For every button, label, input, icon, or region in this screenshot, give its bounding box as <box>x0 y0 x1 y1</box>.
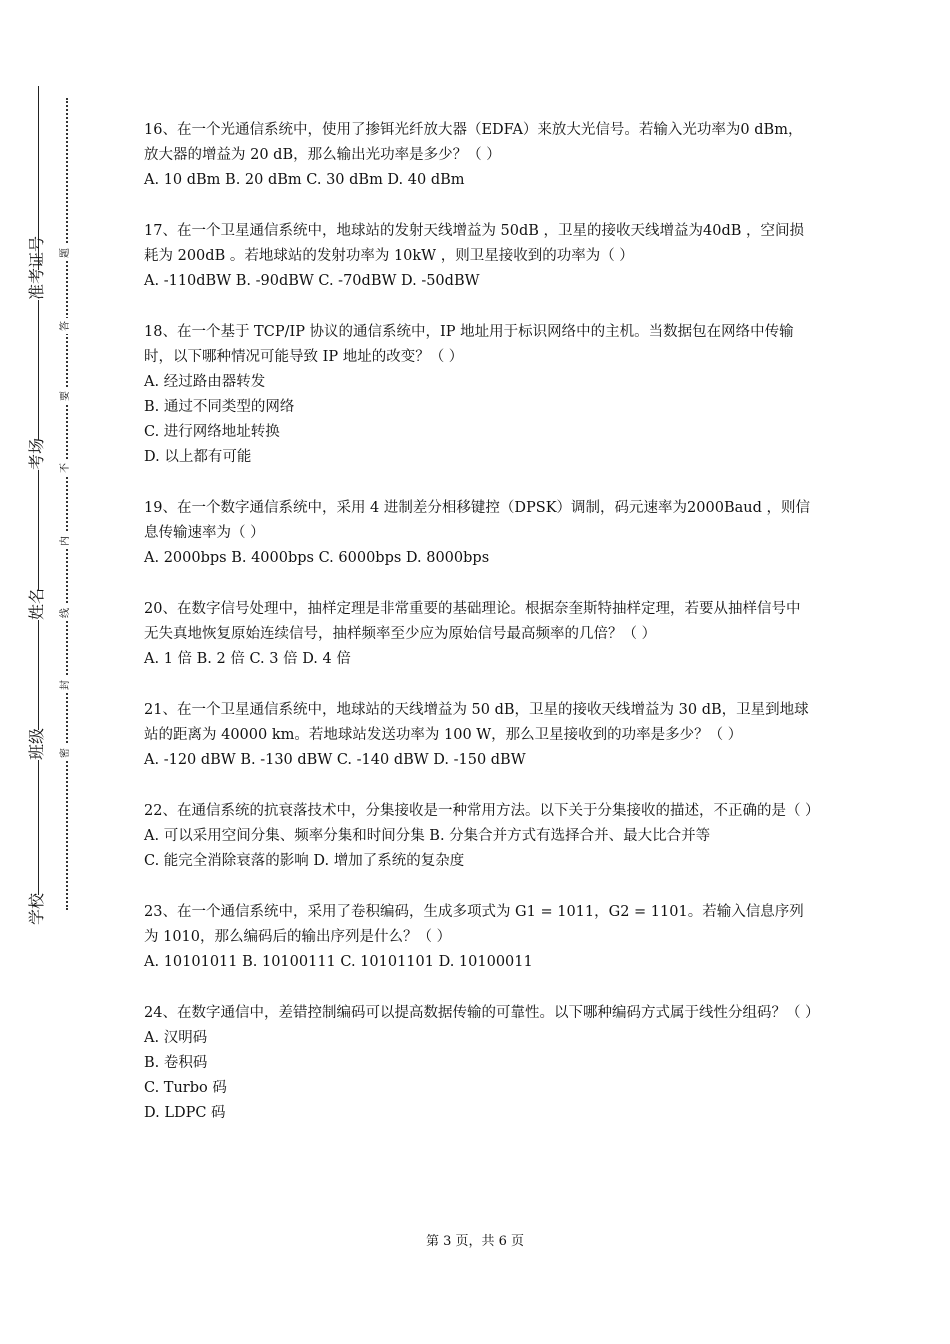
question-21 <box>144 698 814 773</box>
binding-margin <box>0 0 110 1344</box>
question-options: A. 10 dBm B. 20 dBm C. 30 dBm D. 40 dBm <box>144 172 465 188</box>
question-options: A. 2000bps B. 4000bps C. 6000bps D. 8000bps <box>144 550 490 566</box>
question-19 <box>144 496 814 571</box>
option-d: D. 以上都有可能 <box>144 449 252 465</box>
binding-solid-line <box>38 86 39 921</box>
seal-char: 答 <box>58 318 74 334</box>
option-b: B. 卷积码 <box>144 1055 208 1071</box>
question-23 <box>144 900 814 975</box>
question-list <box>144 118 820 1152</box>
question-stem: 22、在通信系统的抗衰落技术中，分集接收是一种常用方法。以下关于分集接收的描述，不正确的是（ ） <box>144 803 820 819</box>
question-22 <box>144 799 820 874</box>
option-c: C. Turbo 码 <box>144 1080 227 1096</box>
option-ab: A. 可以采用空间分集、频率分集和时间分集 B. 分集合并方式有选择合并、最大比合并等 <box>144 828 711 844</box>
question-stem: 23、在一个通信系统中，采用了卷积编码，生成多项式为 G1 = 1011，G2 = 1101。若输入信息序列为 1010，那么编码后的输出序列是什么？（ ） <box>144 904 804 945</box>
option-c: C. 进行网络地址转换 <box>144 424 280 440</box>
option-d: D. LDPC 码 <box>144 1105 226 1121</box>
question-24 <box>144 1001 820 1126</box>
seal-char: 封 <box>58 677 74 693</box>
question-options: A. 10101011 B. 10100111 C. 10101101 D. 10100011 <box>144 954 533 970</box>
seal-char: 要 <box>58 388 74 404</box>
option-a: A. 汉明码 <box>144 1030 208 1046</box>
question-18 <box>144 320 814 470</box>
seal-dotted-line <box>66 98 68 910</box>
question-16 <box>144 118 814 193</box>
question-stem: 21、在一个卫星通信系统中，地球站的天线增益为 50 dB，卫星的接收天线增益为 30 dB，卫星到地球站的距离为 40000 km。若地球站发送功率为 100 W，那么卫星接收到的功率是多少？（ ） <box>144 702 809 743</box>
school-label: 学校 <box>22 895 52 925</box>
question-17 <box>144 219 814 294</box>
question-options: A. -120 dBW B. -130 dBW C. -140 dBW D. -150 dBW <box>144 752 526 768</box>
seal-char: 密 <box>58 745 74 761</box>
question-stem: 18、在一个基于 TCP/IP 协议的通信系统中，IP 地址用于标识网络中的主机。当数据包在网络中传输时，以下哪种情况可能导致 IP 地址的改变？（ ） <box>144 324 794 365</box>
option-b: B. 通过不同类型的网络 <box>144 399 295 415</box>
option-cd: C. 能完全消除衰落的影响 D. 增加了系统的复杂度 <box>144 853 465 869</box>
class-label: 班级 <box>22 730 52 760</box>
question-stem: 17、在一个卫星通信系统中，地球站的发射天线增益为 50dB ，卫星的接收天线增益为40dB ，空间损耗为 200dB 。若地球站的发射功率为 10kW ，则卫星接收到的功率为（ ） <box>144 223 805 264</box>
question-20 <box>144 597 814 672</box>
question-stem: 24、在数字通信中，差错控制编码可以提高数据传输的可靠性。以下哪种编码方式属于线性分组码？（ ） <box>144 1005 820 1021</box>
question-stem: 20、在数字信号处理中，抽样定理是非常重要的基础理论。根据奈奎斯特抽样定理，若要从抽样信号中无失真地恢复原始连续信号，抽样频率至少应为原始信号最高频率的几倍？（ ） <box>144 601 801 642</box>
name-label: 姓名 <box>22 590 52 620</box>
seal-char: 题 <box>58 245 74 261</box>
question-stem: 19、在一个数字通信系统中，采用 4 进制差分相移键控（DPSK）调制，码元速率为2000Baud ，则信息传输速率为（ ） <box>144 500 810 541</box>
exam-room-label: 考场 <box>22 440 52 470</box>
seal-char: 不 <box>58 460 74 476</box>
seal-char: 线 <box>58 605 74 621</box>
question-stem: 16、在一个光通信系统中，使用了掺铒光纤放大器（EDFA）来放大光信号。若输入光功率为0 dBm，放大器的增益为 20 dB，那么输出光功率是多少？（ ） <box>144 122 803 163</box>
exam-number-label: 准考证号 <box>22 270 52 300</box>
option-a: A. 经过路由器转发 <box>144 374 266 390</box>
seal-char: 内 <box>58 533 74 549</box>
question-options: A. 1 倍 B. 2 倍 C. 3 倍 D. 4 倍 <box>144 651 351 667</box>
question-options: A. -110dBW B. -90dBW C. -70dBW D. -50dBW <box>144 273 480 289</box>
page-footer: 第 3 页，共 6 页 <box>425 1234 525 1249</box>
